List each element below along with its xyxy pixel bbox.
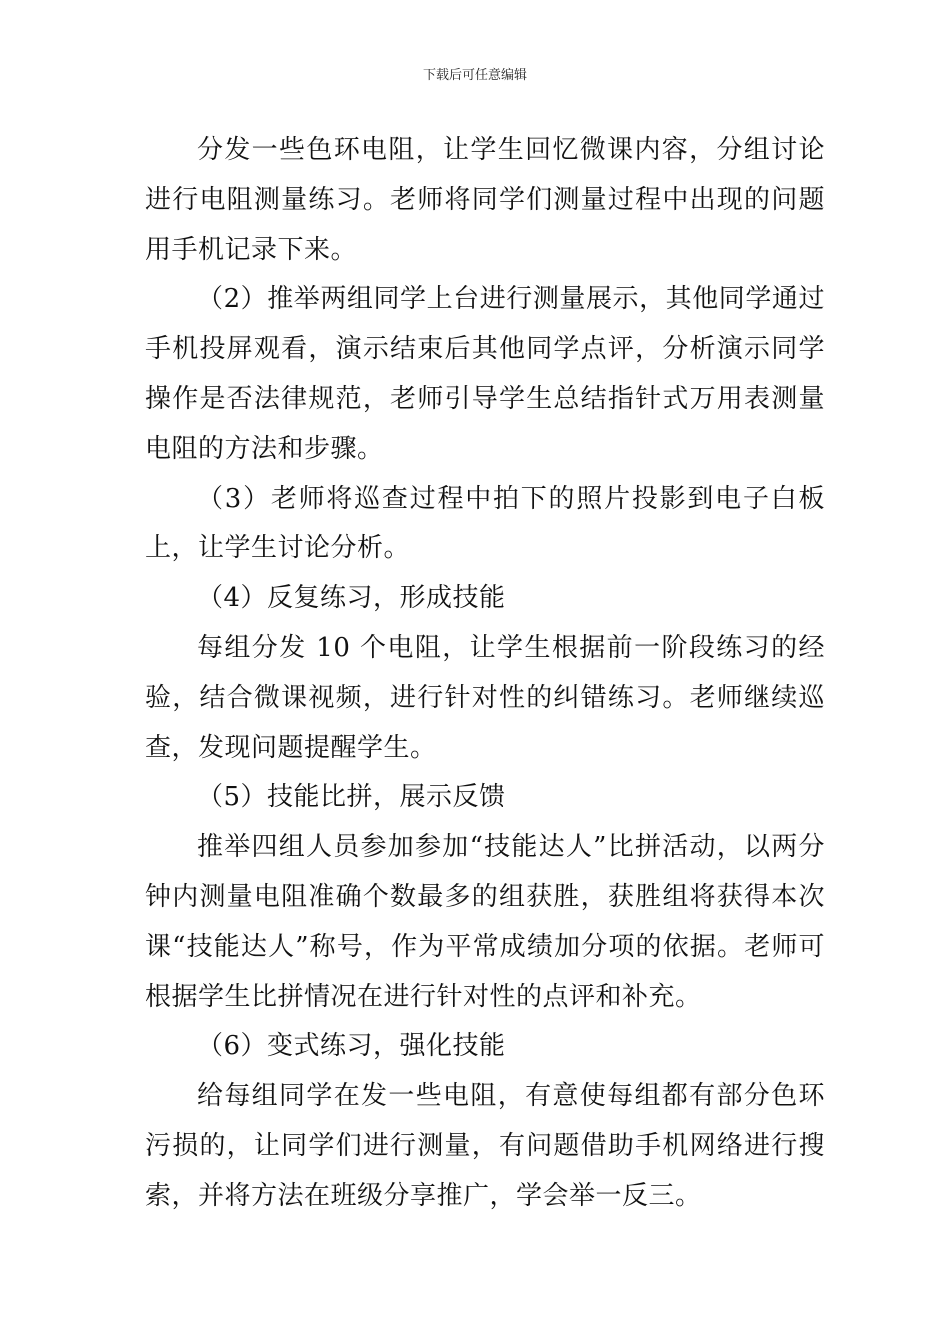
- paragraph-step-3: （3）老师将巡查过程中拍下的照片投影到电子白板上，让学生讨论分析。: [145, 483, 825, 564]
- document-body: [145, 126, 825, 1222]
- heading-step-5: （5）技能比拼，展示反馈: [197, 782, 506, 813]
- page-header: 下载后可任意编辑: [422, 68, 527, 83]
- paragraph-step-6: 给每组同学在发一些电阻，有意使每组都有部分色环污损的，让同学们进行测量，有问题借助手机网络进行搜索，并将方法在班级分享推广，学会举一反三。: [145, 1081, 825, 1211]
- paragraph-step-2: （2）推举两组同学上台进行测量展示，其他同学通过手机投屏观看，演示结束后其他同学点评，分析演示同学操作是否法律规范，老师引导学生总结指针式万用表测量电阻的方法和步骤。: [145, 284, 825, 464]
- heading-step-6: （6）变式练习，强化技能: [197, 1031, 506, 1062]
- paragraph-intro: 分发一些色环电阻，让学生回忆微课内容，分组讨论进行电阻测量练习。老师将同学们测量过程中出现的问题用手机记录下来。: [145, 135, 825, 265]
- paragraph-step-5: 推举四组人员参加参加“技能达人”比拼活动，以两分钟内测量电阻准确个数最多的组获胜，获胜组将获得本次课“技能达人”称号，作为平常成绩加分项的依据。老师可根据学生比拼情况在进行针对性的点评和补充。: [145, 832, 825, 1012]
- paragraph-step-4: 每组分发 10 个电阻，让学生根据前一阶段练习的经验，结合微课视频，进行针对性的纠错练习。老师继续巡查，发现问题提醒学生。: [145, 632, 825, 763]
- heading-step-4: （4）反复练习，形成技能: [197, 583, 506, 614]
